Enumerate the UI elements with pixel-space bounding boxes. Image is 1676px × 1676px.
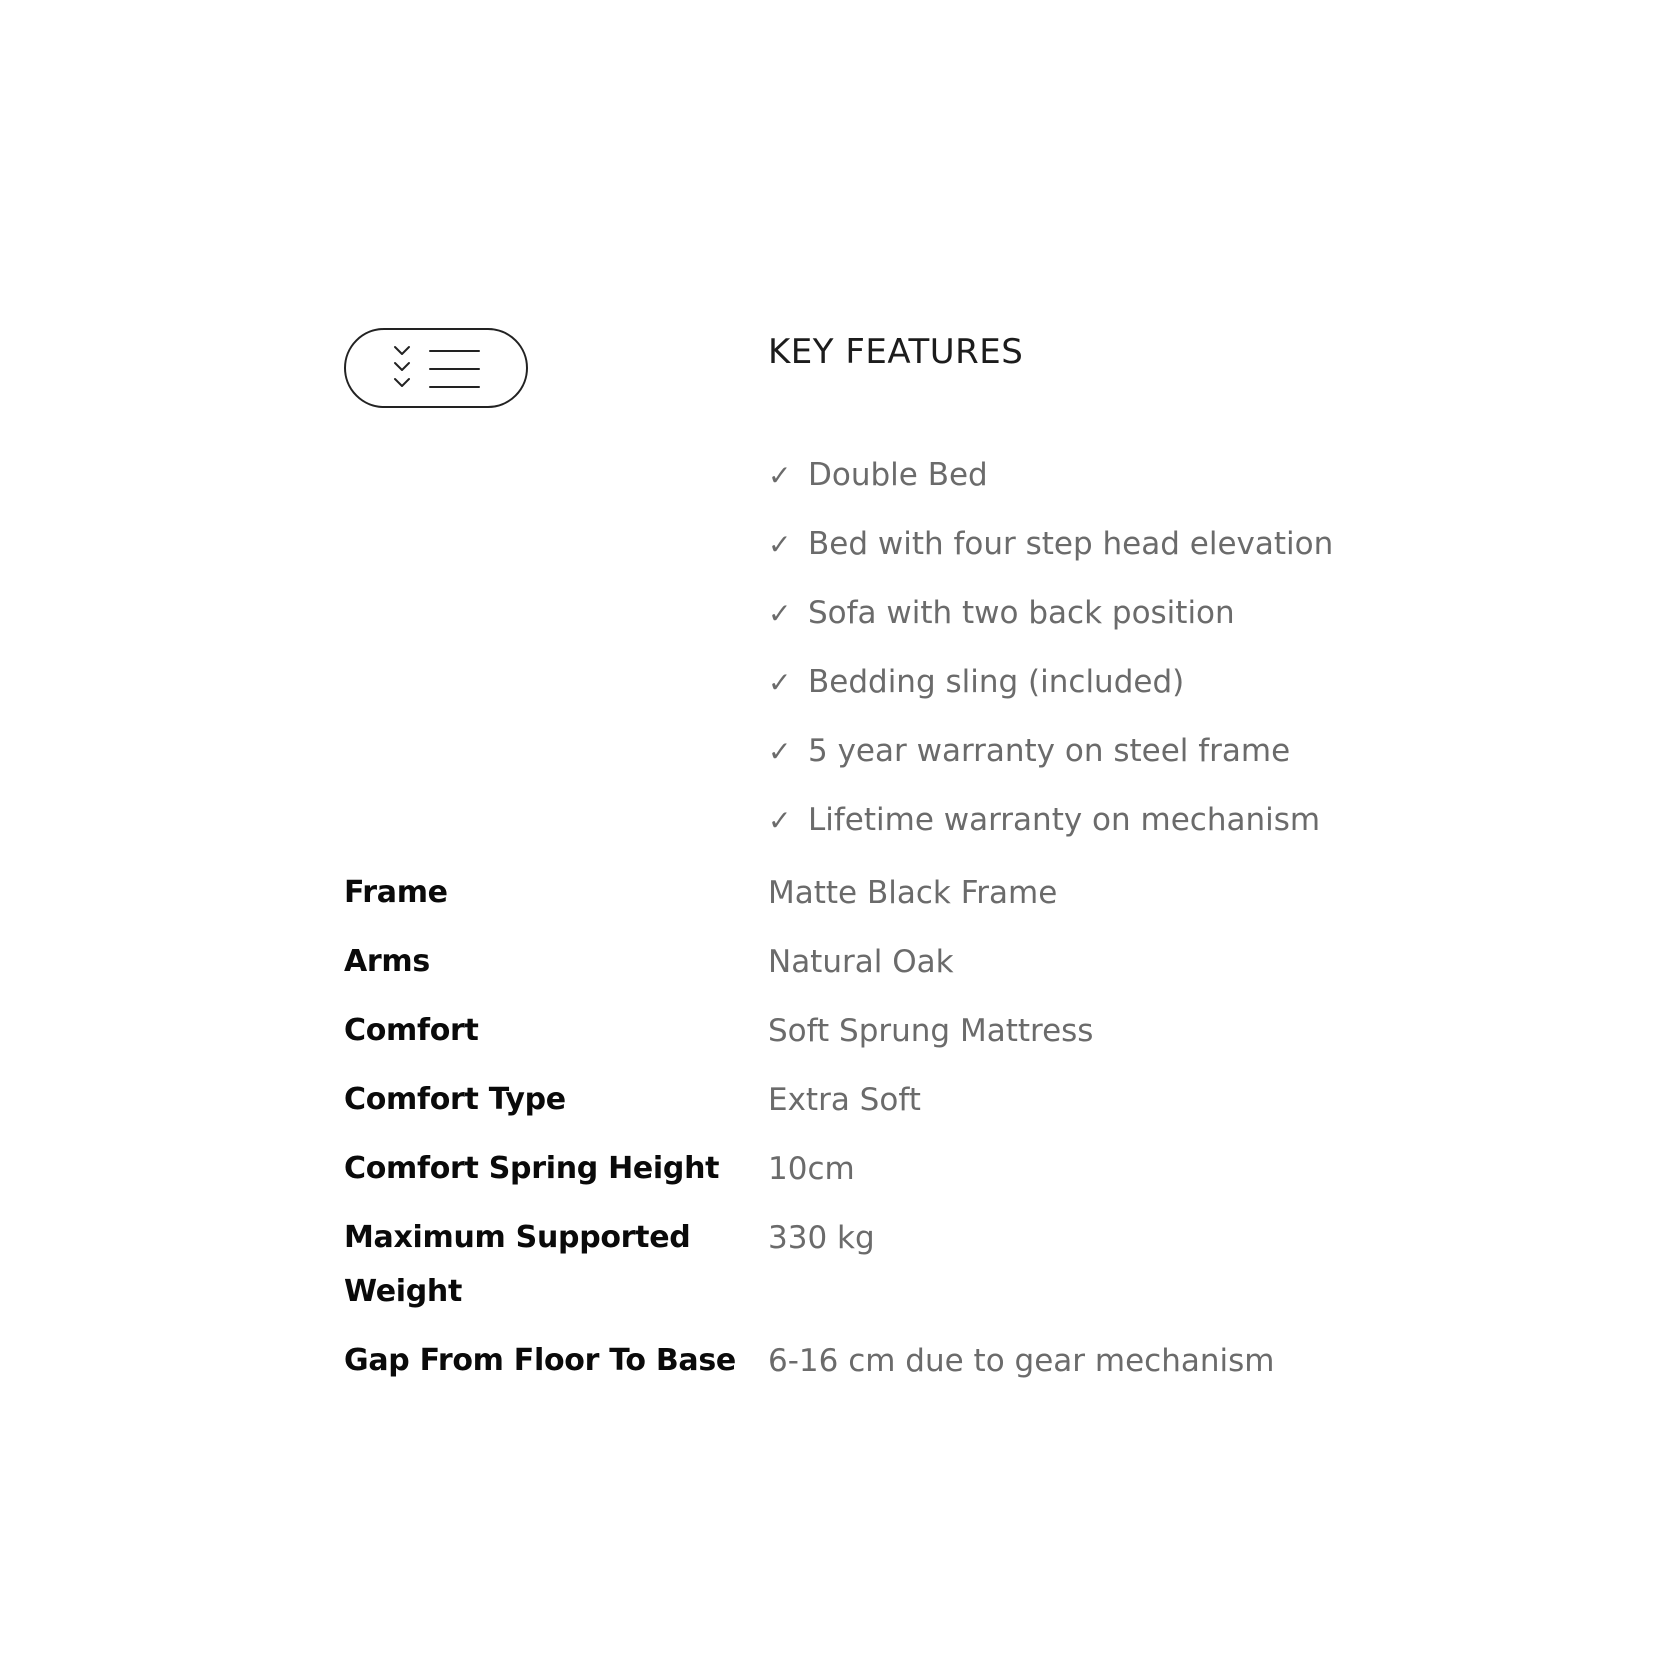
feature-item bbox=[768, 728, 1333, 797]
spec-label: Maximum Supported Weight bbox=[344, 1220, 691, 1309]
feature-item bbox=[768, 521, 1333, 590]
feature-text: Double Bed bbox=[808, 457, 988, 493]
spec-label: Comfort bbox=[344, 1013, 479, 1048]
feature-text: Sofa with two back position bbox=[808, 595, 1235, 631]
spec-label: Comfort Type bbox=[344, 1082, 566, 1117]
check-icon: ✓ bbox=[768, 528, 792, 561]
feature-text: Bed with four step head elevation bbox=[808, 526, 1334, 562]
feature-text: 5 year warranty on steel frame bbox=[808, 733, 1291, 769]
feature-list bbox=[768, 452, 1333, 866]
spec-value: Soft Sprung Mattress bbox=[768, 1013, 1094, 1049]
check-icon: ✓ bbox=[768, 597, 792, 630]
feature-text: Bedding sling (included) bbox=[808, 664, 1185, 700]
spec-row-comfort-spring-height bbox=[344, 1142, 1344, 1196]
check-icon: ✓ bbox=[768, 804, 792, 837]
spec-value: 10cm bbox=[768, 1151, 855, 1187]
check-icon: ✓ bbox=[768, 735, 792, 768]
spec-row-comfort bbox=[344, 1004, 1344, 1058]
spec-row-comfort-type bbox=[344, 1073, 1344, 1127]
check-icon: ✓ bbox=[768, 459, 792, 492]
spec-row-maximum-supported-weight bbox=[344, 1211, 1344, 1319]
feature-text: Lifetime warranty on mechanism bbox=[808, 802, 1321, 838]
spec-value: Matte Black Frame bbox=[768, 875, 1058, 911]
spec-label: Comfort Spring Height bbox=[344, 1151, 720, 1186]
spec-row-gap-from-floor bbox=[344, 1334, 1344, 1388]
spec-label: Arms bbox=[344, 944, 430, 979]
spec-label: Gap From Floor To Base bbox=[344, 1343, 736, 1378]
feature-item bbox=[768, 590, 1333, 659]
spec-value: Natural Oak bbox=[768, 944, 954, 980]
check-icon: ✓ bbox=[768, 666, 792, 699]
spec-value: 6-16 cm due to gear mechanism bbox=[768, 1343, 1275, 1379]
section-title: KEY FEATURES bbox=[768, 332, 1024, 372]
spec-row-arms bbox=[344, 935, 1344, 989]
feature-item bbox=[768, 659, 1333, 728]
spec-value: 330 kg bbox=[768, 1220, 875, 1256]
spec-label: Frame bbox=[344, 875, 448, 910]
checklist-icon bbox=[344, 328, 528, 408]
spec-table bbox=[344, 866, 1344, 1403]
feature-item bbox=[768, 797, 1333, 866]
checklist-icon-glyph bbox=[392, 344, 484, 394]
spec-row-frame bbox=[344, 866, 1344, 920]
spec-value: Extra Soft bbox=[768, 1082, 921, 1118]
feature-item bbox=[768, 452, 1333, 521]
